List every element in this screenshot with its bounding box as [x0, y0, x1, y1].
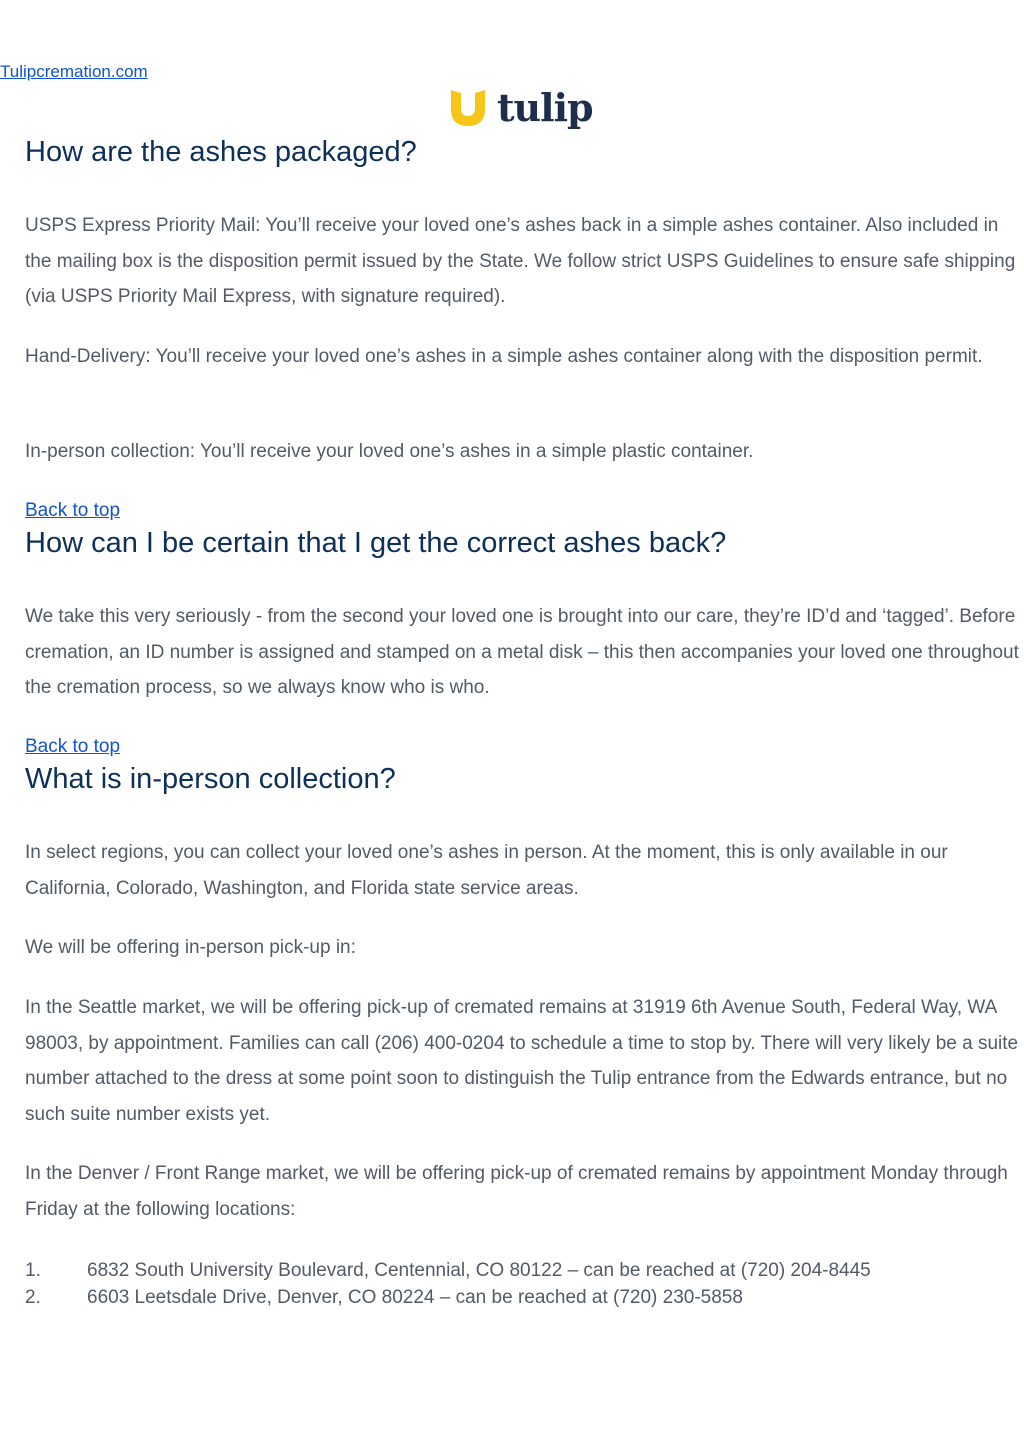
- heading-in-person-collection: What is in-person collection?: [25, 763, 396, 795]
- list-item: [25, 1257, 871, 1284]
- tulip-logo-icon: [449, 88, 487, 128]
- heading-correct-ashes: How can I be certain that I get the correct ashes back?: [25, 527, 727, 559]
- list-item-text: 6603 Leetsdale Drive, Denver, CO 80224 – can be reached at (720) 230-5858: [87, 1287, 743, 1308]
- paragraph: In-person collection: You’ll receive your loved one’s ashes in a simple plastic container.: [25, 441, 754, 462]
- site-link[interactable]: Tulipcremation.com: [0, 62, 148, 81]
- back-to-top-link[interactable]: Back to top: [25, 736, 121, 757]
- list-item: [25, 1284, 871, 1311]
- back-to-top-link[interactable]: Back to top: [25, 500, 121, 521]
- paragraph: In select regions, you can collect your loved one’s ashes in person. At the moment, this is only available in our California, Colorado, Washington, and Florida state service areas.: [25, 842, 948, 899]
- paragraph: In the Denver / Front Range market, we will be offering pick-up of cremated remains by appointment Monday through Friday at the following locations:: [25, 1163, 1008, 1220]
- list-item-text: 6832 South University Boulevard, Centennial, CO 80122 – can be reached at (720) 204-8445: [87, 1260, 871, 1281]
- list-number: 1.: [25, 1260, 41, 1281]
- paragraph: We take this very seriously - from the second your loved one is brought into our care, they’re ID’d and ‘tagged’. Before cremation, an ID number is assigned and stamped on a metal disk – this then accompanies your loved one throughout the cremation process, so we always know who is who.: [25, 606, 1019, 698]
- pickup-locations-list: [25, 1257, 871, 1311]
- tulip-logo: [449, 85, 593, 130]
- logo-wordmark: tulip: [497, 85, 593, 130]
- paragraph: In the Seattle market, we will be offering pick-up of cremated remains at 31919 6th Avenue South, Federal Way, WA 98003, by appointment. Families can call (206) 400-0204 to schedule a time to stop by. There will very likely be a suite number attached to the dress at some point soon to distinguish the Tulip entrance from the Edwards entrance, but no such suite number exists yet.: [25, 997, 1019, 1125]
- paragraph: Hand-Delivery: You’ll receive your loved one’s ashes in a simple ashes container along with the disposition permit.: [25, 346, 983, 367]
- paragraph: We will be offering in-person pick-up in:: [25, 937, 356, 958]
- heading-packaging: How are the ashes packaged?: [25, 136, 417, 168]
- list-number: 2.: [25, 1287, 41, 1308]
- paragraph: USPS Express Priority Mail: You’ll receive your loved one’s ashes back in a simple ashes container. Also included in the mailing box is the disposition permit issued by the State. We follow strict USPS Guidelines to ensure safe shipping (via USPS Priority Mail Express, with signature required).: [25, 215, 1016, 307]
